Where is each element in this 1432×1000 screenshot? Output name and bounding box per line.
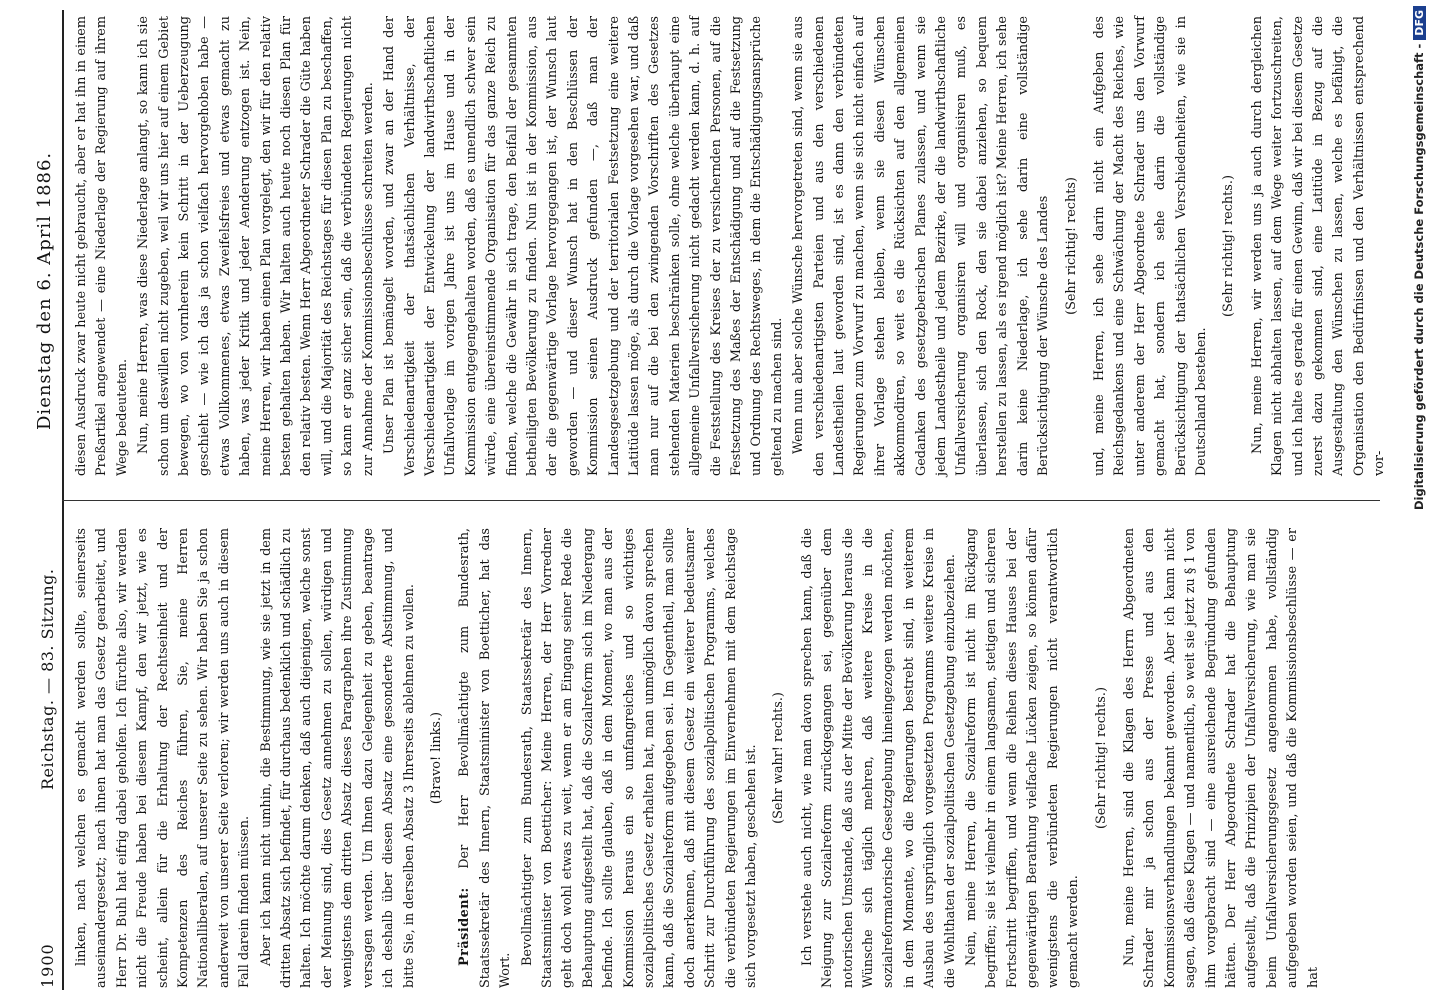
session-date: Dienstag den 6. April 1886. — [34, 151, 55, 430]
paragraph: Nein, meine Herren, die Sozialreform ist nicht im Rückgang begriffen; sie ist vielmehr in einem langsamen, stetigen und sicheren Fortschritt begriffen, und wenn die Reihen dieses Hauses bei der gegenwärtigen Berathung vielfache Lücken zeigen, so können dafür wenigstens die verbündeten Regierungen nicht verantwortlich gemacht werden. — [964, 528, 1082, 988]
paragraph: und, meine Herren, ich sehe darin nicht ein Aufgeben des Reichsgedankens und eine Schwächung der Macht des Reiches, wie unter anderem der Herr Abgeordnete Schrader uns den Vorwurf gemacht hat, sondern ich sehe darin die vollständige Berücksichtigung der thatsächlichen Verschiedenheiten, wie sie in Deutschland bestehen. — [1091, 16, 1209, 476]
applause-note: (Sehr wahr! rechts.) — [771, 692, 787, 824]
speech-text: Der Herr Bevollmächtigte zum Bundesrath, Staatssekretär des Innern, Staatsminister von Boetticher, hat das Wort. — [457, 528, 514, 988]
left-column — [72, 528, 1325, 988]
paragraph: diesen Ausdruck zwar heute nicht gebraucht, aber er hat ihn in einem Preßartikel angewendet — eine Niederlage der Regierung auf ihrem Wege bedeuteten. — [74, 16, 130, 476]
paragraph: Aber ich kann nicht umhin, die Bestimmung, wie sie jetzt in dem dritten Absatz sich befindet, für durchaus bedenklich und schädlich zu halten. Ich möchte darum denken, daß auch diejenigen, welche sonst der Meinung sind, dies Gesetz annehmen zu sollen, würdigen und wenigstens dem dritten Absatz dieses Paragraphen ihre Zustimmung versagen werden. Um Ihnen dazu Gelegenheit zu geben, beantrage ich deshalb über diesen Absatz eine gesonderte Abstimmung, und bitte Sie, in derselben Absatz 3 Ihrerseits ablehnen zu wollen. — [258, 528, 417, 988]
paragraph: Ich verstehe auch nicht, wie man davon sprechen kann, daß die Neigung zur Sozialreform zurückgegangen sei, gegenüber dem notorischen Umstande, daß aus der Mitte der Bevölkerung heraus die Wünsche sich täglich mehren, daß weitere Kreise in die sozialreformatorische Gesetzgebung hineingezogen werden möchten, in dem Momente, wo die Regierungen bestrebt sind, in weiterem Ausbau des ursprünglich vorgesetzten Programms weitere Kreise in die Wohlthaten der sozialpolitischen Gesetzgebung einzubeziehen. — [799, 528, 958, 988]
applause-note: (Sehr richtig! rechts) — [1063, 177, 1079, 315]
speaker-label: Präsident: — [457, 887, 473, 966]
applause-note: (Sehr richtig! rechts.) — [1221, 175, 1237, 317]
right-column — [72, 16, 1392, 476]
column-divider — [62, 500, 1380, 501]
paragraph: Nun, meine Herren, sind die Klagen des Herrn Abgeordneten Schrader mir ja schon aus der Presse und aus den Kommissionsverhandlungen bekannt geworden. Aber ich kann nicht sagen, daß diese Klagen — und namentlich, so weit sie jetzt zu § 1 von ihm vorgebracht sind — eine ausreichende Begründung gefunden hätten. Der Herr Abgeordnete Schrader hat die Behauptung aufgestellt, daß die Prinzipien der Unfallversicherung, wie man sie beim Unfallversicherungsgesetz angenommen habe, vollständig aufgegeben worden seien, und daß die Kommissionsbeschlüsse — er hat — [1121, 528, 1321, 988]
page-number: 1900 — [38, 943, 57, 988]
paragraph: Nun, meine Herren, was diese Niederlage anlangt, so kann ich sie schon um deswillen nicht zugeben, weil wir uns hier auf einem Gebiet bewegen, wo von vornherein kein Schritt in der Ueberzeugung geschieht — wie ich das ja schon vielfach hervorgehoben habe — etwas Vollkommenes, etwas Zweifelsfreies und etwas gemacht zu haben, was jeder Kritik und jeder Aenderung entzogen ist. Nein, meine Herren, wir haben einen Plan vorgelegt, den wir für den relativ besten gehalten haben. Wir halten auch heute noch diesen Plan für den relativ besten. Wenn Herr Abgeordneter Schrader die Güte haben will, und die Majorität des Reichstages für diesen Plan zu beschaffen, so kann er ganz sicher sein, daß die verbündeten Regierungen nicht zur Annahme der Kommissionsbeschlüsse schreiten werden. — [136, 16, 376, 476]
paragraph: linken, nach welchen es gemacht werden sollte, seinerseits auseinandergesetzt; nach ihnen hat man das Gesetz gearbeitet, und Herr Dr. Buhl hat eifrig dabei geholfen. Ich fürchte also, wir werden nicht die Freude haben bei diesem Kampf, den wir jetzt, wie es scheint, allein für die Erhaltung der Rechtseinheit und der Kompetenzen des Reiches führen, Sie, meine Herren Nationalliberalen, auf unserer Seite zu sehen. Wir haben Sie ja schon anderweit von unserer Seite verloren; wir werden uns auch in diesem Fall darein finden müssen. — [74, 528, 253, 988]
paragraph: Bevollmächtigter zum Bundesrath, Staatssekretär des Innern, Staatsminister von Boetticher: Meine Herren, der Herr Vorredner geht doch wohl etwas zu weit, wenn er am Eingang seiner Rede die Behauptung aufgestellt hat, daß die Sozialreform sich im Niedergang befinde. Ich sollte glauben, daß in dem Moment, wo man aus der Kommission heraus ein so umfangreiches und so wichtiges sozialpolitisches Gesetz erhalten hat, man unmöglich davon sprechen kann, daß die Sozialreform aufgegeben sei. Im Gegentheil, man sollte doch anerkennen, daß mit diesem Gesetz ein weiterer bedeutsamer Schritt zur Durchführung des sozialpolitischen Programms, welches die verbündeten Regierungen im Einvernehmen mit dem Reichstage sich vorgesetzt haben, geschehen ist. — [519, 528, 759, 988]
applause-note: (Bravo! links.) — [428, 711, 444, 805]
paragraph: Nun, meine Herren, wir werden uns ja auch durch dergleichen Klagen nicht abhalten lassen, auf dem Wege weiter fortzuschreiten, und ich halte es gerade für einen Gewinn, daß wir bei diesem Gesetze zuerst dazu gekommen sind, eine Latitüde in Bezug auf die Ausgestaltung den Wünschen zu lassen, welche es befähigt, die Organisation den Bedürfnissen und den Verhältnissen entsprechend vor- — [1249, 16, 1388, 476]
paragraph — [455, 528, 516, 988]
paragraph: Unser Plan ist bemängelt worden, und zwar an der Hand der Verschiedenartigkeit der thatsächlichen Verhältnisse, der Verschiedenartigkeit der Entwickelung der landwirthschaftlichen Unfallvorlage im vorigen Jahre ist uns im Hause und in der Kommission entgegengehalten worden, daß es unendlich schwer sein würde, eine übereinstimmende Organisation für das ganze Reich zu finden, welche die Gewähr in sich trage, den Beifall der gesammten betheiligten Bevölkerung zu finden. Nun ist in der Kommission, aus der die gegenwärtige Vorlage hervorgegangen ist, der Wunsch laut geworden — und dieser Wunsch hat in den Beschlüssen der Kommission seinen Ausdruck gefunden —, daß man der Landesgesetzgebung und der territorialen Festsetzung eine weitere Latitüde lassen möge, als durch die Vorlage vorgesehen war, und daß man nur auf die bei den zwingenden Vorschriften des Gesetzes stehenden Materien beschränken solle, ohne welche überhaupt eine allgemeine Unfallversicherung nicht gedacht werden kann, d. h. auf die Feststellung des Kreises der zu versichernden Personen, auf die Festsetzung des Maßes der Entschädigung und auf die Festsetzung und Ordnung des Rechtsweges, in dem die Entschädigungsansprüche geltend zu machen sind. — [382, 16, 785, 476]
applause-note: (Sehr richtig! rechts.) — [1093, 687, 1109, 829]
credit-text: Digitalisierung gefördert durch die Deutsche Forschungsgemeinschaft - — [1412, 43, 1426, 511]
session-heading: Reichstag. — 83. Sitzung. — [38, 568, 57, 790]
rotated-document-page — [28, 10, 1388, 990]
dfg-logo: DFG — [1413, 6, 1426, 40]
digitization-credit — [1412, 6, 1430, 996]
paragraph: Wenn nun aber solche Wünsche hervorgetreten sind, wenn sie aus den verschiedenartigsten Parteien und aus den verschiedenen Landestheilen laut geworden sind, ist es dann den verbündeten Regierungen zum Vorwurf zu machen, wenn sie sich nicht einfach auf ihrer Vorlage stehen bleiben, wenn sie diesen Wünschen akkommodiren, so weit es die Rücksichten auf den allgemeinen Gedanken des gesetzgeberischen Planes zulassen, und wenn sie jedem Landestheile und jedem Bezirke, der die landwirthschaftliche Unfallversicherung organisiren will und organisiren muß, es überlassen, sich den Rock, den sie dabei anziehen, so bequem herstellen zu lassen, als es irgend möglich ist? Meine Herren, ich sehe darin keine Niederlage, ich sehe darin eine vollständige Berücksichtigung der Wünsche des Landes — [791, 16, 1052, 476]
